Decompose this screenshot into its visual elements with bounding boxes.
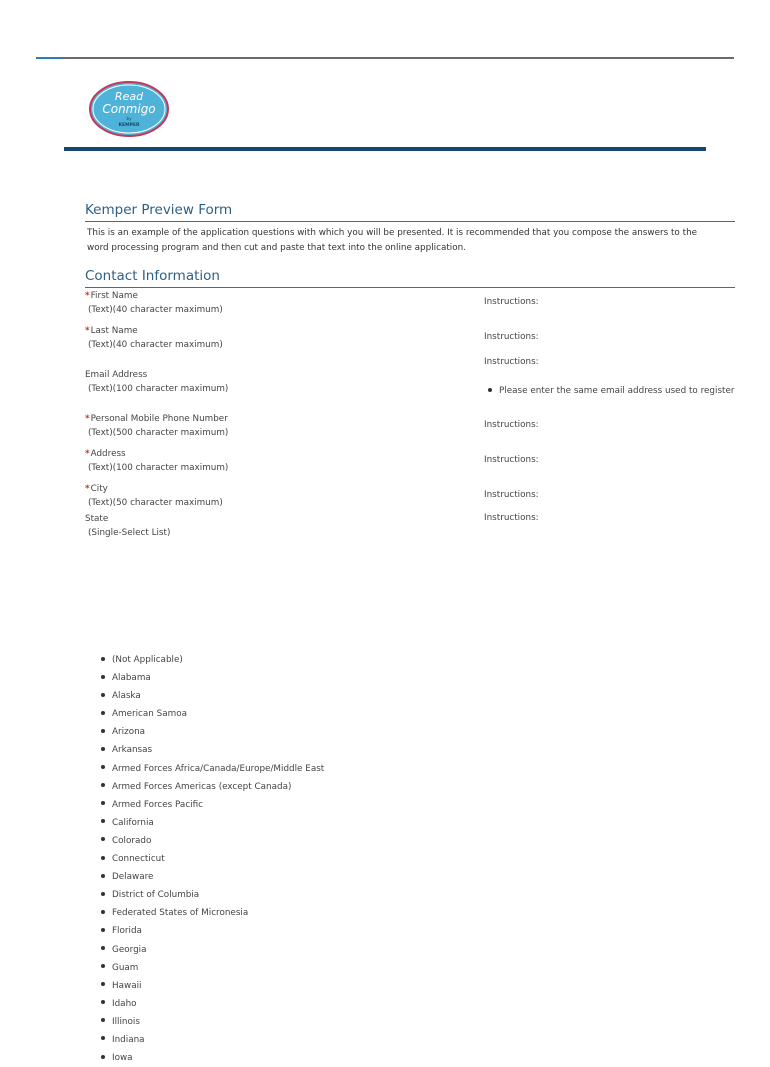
field-label: Address <box>90 449 126 459</box>
logo-text-conmigo: Conmigo <box>102 102 156 116</box>
state-option-label: Armed Forces Americas (except Canada) <box>112 781 292 792</box>
read-conmigo-logo <box>88 80 170 138</box>
state-option <box>101 1013 324 1031</box>
bullet-icon <box>488 388 492 392</box>
instructions-label: Instructions: <box>484 297 539 307</box>
state-option-label: Colorado <box>112 835 152 846</box>
field-hint: (Text)(100 character maximum) <box>88 383 229 394</box>
bullet-icon <box>101 657 105 661</box>
state-option <box>101 868 324 886</box>
required-star: * <box>85 291 90 301</box>
form-intro-line-2: word processing program and then cut and paste that text into the online application. <box>87 243 466 253</box>
bullet-icon <box>101 819 105 823</box>
state-option <box>101 1031 324 1049</box>
bullet-icon <box>101 675 105 679</box>
logo-text-kemper: KEMPER <box>118 123 140 128</box>
field-label: City <box>90 484 108 494</box>
form-title: Kemper Preview Form <box>85 202 735 222</box>
state-option-label: Armed Forces Africa/Canada/Europe/Middle East <box>112 763 325 774</box>
bullet-icon <box>101 765 105 769</box>
field-label: Email Address <box>85 370 148 380</box>
instructions-label: Instructions: <box>484 455 539 465</box>
state-option <box>101 741 324 759</box>
state-option-label: (Not Applicable) <box>112 655 183 665</box>
state-option-label: Delaware <box>112 872 154 883</box>
field-hint: (Text)(40 character maximum) <box>88 339 223 350</box>
state-option <box>101 814 324 832</box>
field-label: First Name <box>90 291 138 301</box>
state-option <box>101 977 324 995</box>
state-option-label: District of Columbia <box>112 890 200 901</box>
instructions-label: Instructions: <box>484 513 539 523</box>
bullet-icon <box>101 1000 105 1004</box>
bullet-icon <box>101 1018 105 1022</box>
bullet-icon <box>101 711 105 715</box>
field-last-name <box>85 325 735 352</box>
state-option-label: Arkansas <box>112 745 153 756</box>
state-option-label: Alaska <box>112 691 141 702</box>
contact-section-title: Contact Information <box>85 268 735 288</box>
field-hint: (Text)(500 character maximum) <box>88 427 229 438</box>
field-first-name <box>85 290 735 317</box>
field-hint: (Text)(50 character maximum) <box>88 497 223 508</box>
field-label: Last Name <box>90 326 138 336</box>
required-star: * <box>85 449 90 459</box>
bullet-icon <box>101 946 105 950</box>
state-option <box>101 760 324 778</box>
state-option <box>101 687 324 705</box>
state-option-label: Illinois <box>112 1016 140 1027</box>
instructions-label: Instructions: <box>484 332 539 342</box>
state-option <box>101 796 324 814</box>
bullet-icon <box>101 964 105 968</box>
state-option-label: Arizona <box>112 727 146 738</box>
field-label: Personal Mobile Phone Number <box>90 414 228 424</box>
instructions-label: Instructions: <box>484 357 539 367</box>
bullet-icon <box>101 837 105 841</box>
field-personal-mobile-phone <box>85 413 735 440</box>
bullet-icon <box>101 1036 105 1040</box>
state-option-label: Hawaii <box>112 980 142 991</box>
state-option-label: California <box>112 817 154 828</box>
state-option-label: Florida <box>112 926 142 937</box>
bullet-icon <box>101 892 105 896</box>
state-option-label: Idaho <box>112 998 137 1009</box>
state-option <box>101 904 324 922</box>
top-rule <box>36 57 734 59</box>
top-rule-accent <box>36 57 62 59</box>
field-address <box>85 448 735 475</box>
bullet-icon <box>101 783 105 787</box>
field-hint: (Single-Select List) <box>88 527 171 538</box>
state-option <box>101 778 324 796</box>
state-option-label: Georgia <box>112 944 147 955</box>
state-option-label: Connecticut <box>112 854 165 865</box>
bullet-icon <box>101 856 105 860</box>
state-option <box>101 886 324 904</box>
logo-text-read: Read <box>114 90 144 103</box>
state-option <box>101 651 324 669</box>
bullet-icon <box>101 928 105 932</box>
bullet-icon <box>101 874 105 878</box>
bullet-icon <box>101 693 105 697</box>
state-option <box>101 941 324 959</box>
state-options-list <box>101 651 324 1067</box>
form-content <box>85 202 735 1064</box>
bullet-icon <box>101 747 105 751</box>
state-option-label: American Samoa <box>112 709 187 720</box>
instructions-label: Instructions: <box>484 490 539 500</box>
instruction-text: Please enter the same email address used to register <box>499 386 735 396</box>
bullet-icon <box>101 982 105 986</box>
bullet-icon <box>101 1055 105 1059</box>
field-state <box>85 513 735 540</box>
state-option-label: Federated States of Micronesia <box>112 908 249 919</box>
field-city <box>85 483 735 510</box>
field-hint: (Text)(100 character maximum) <box>88 462 229 473</box>
state-option-label: Armed Forces Pacific <box>112 799 203 810</box>
logo-text-by: by <box>126 116 132 121</box>
state-option <box>101 959 324 977</box>
state-option-label: Alabama <box>112 673 151 684</box>
state-option-label: Iowa <box>112 1053 133 1064</box>
state-option <box>101 723 324 741</box>
instruction-bullet <box>488 386 735 396</box>
state-option <box>101 669 324 687</box>
state-option <box>101 705 324 723</box>
state-option <box>101 995 324 1013</box>
bullet-icon <box>101 801 105 805</box>
required-star: * <box>85 414 90 424</box>
field-hint: (Text)(40 character maximum) <box>88 304 223 315</box>
state-option <box>101 832 324 850</box>
required-star: * <box>85 326 90 336</box>
form-intro-line-1: This is an example of the application questions with which you will be presented. It is recommended that you compose the answers to the <box>87 228 698 238</box>
required-star: * <box>85 484 90 494</box>
bullet-icon <box>101 910 105 914</box>
state-option <box>101 1049 324 1067</box>
state-option-label: Guam <box>112 962 139 973</box>
instructions-label: Instructions: <box>484 420 539 430</box>
state-option <box>101 850 324 868</box>
state-option-label: Indiana <box>112 1034 145 1045</box>
field-label: State <box>85 514 109 524</box>
bullet-icon <box>101 729 105 733</box>
header-bar <box>64 147 706 151</box>
state-option <box>101 922 324 940</box>
